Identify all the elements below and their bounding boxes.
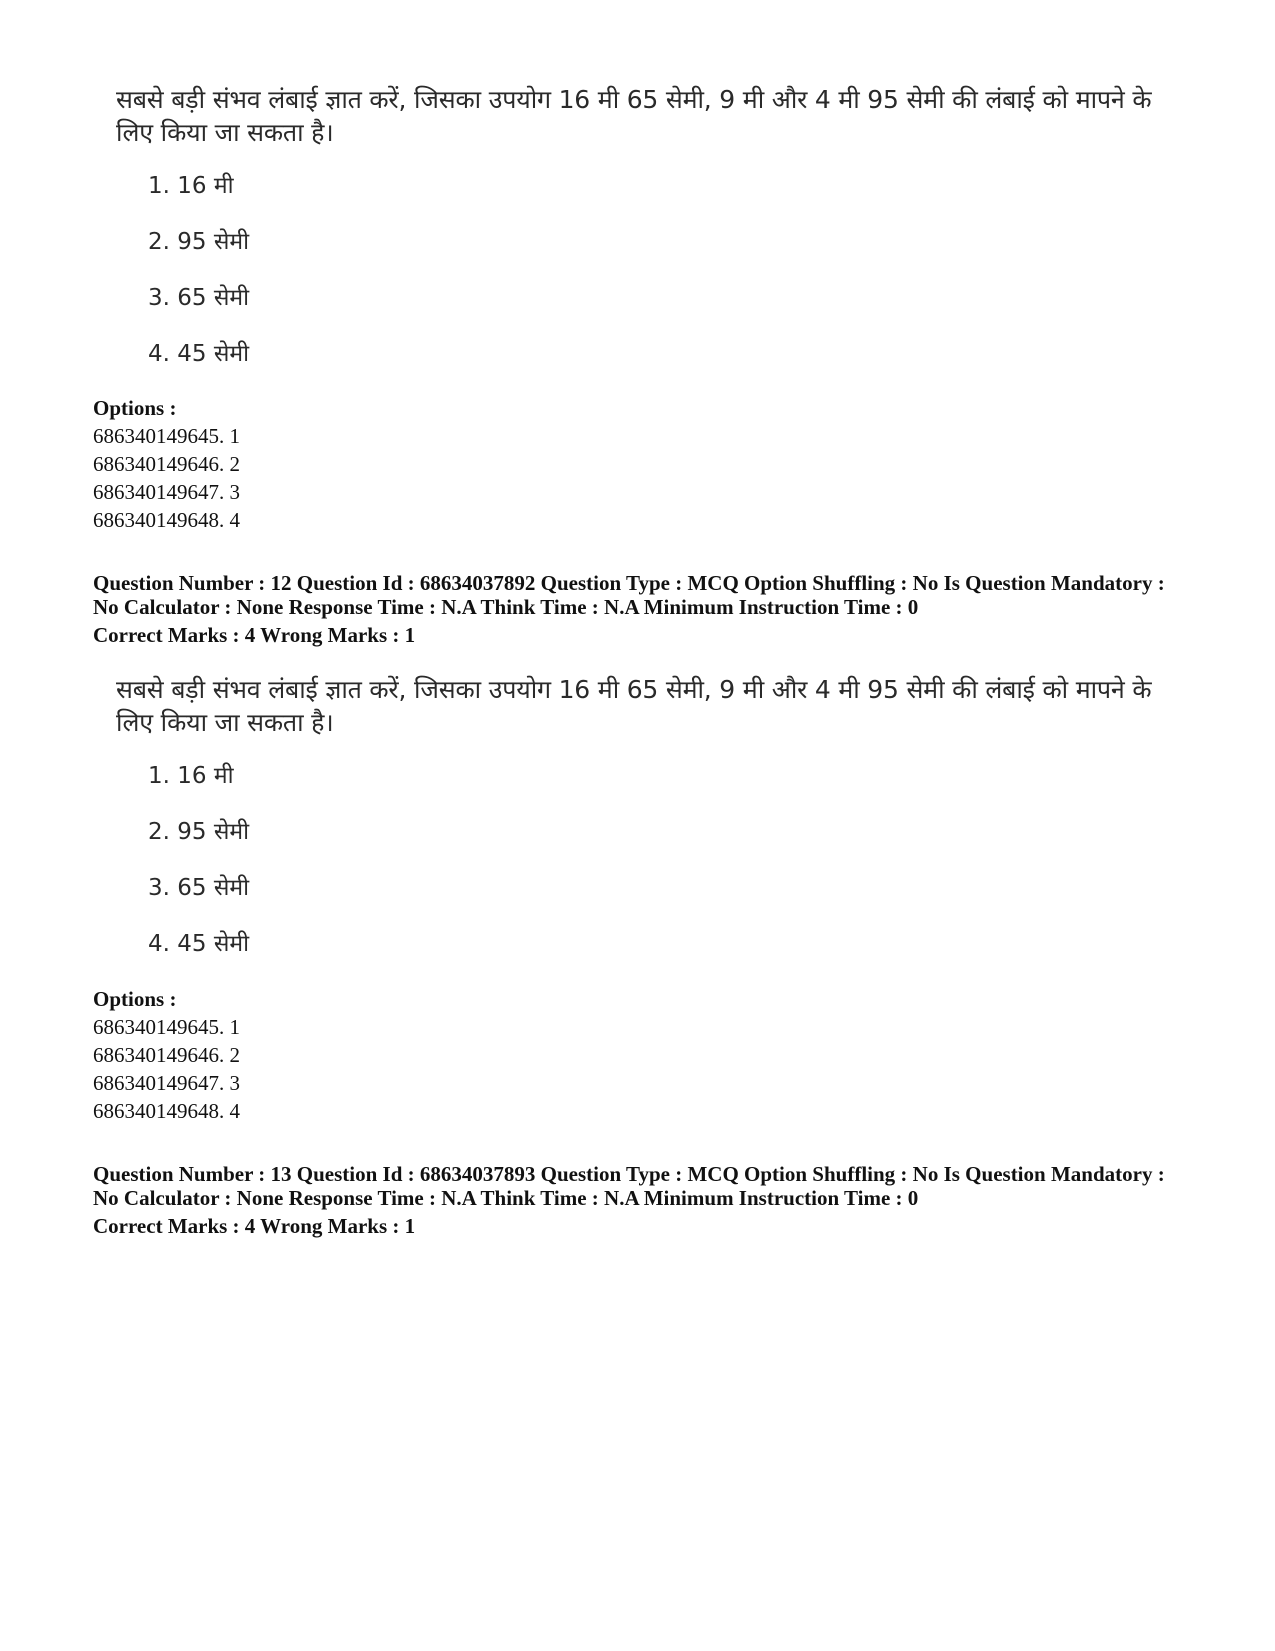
question-13-meta (93, 1162, 1203, 1210)
question-12-option-id-2: 686340149646. 2 (93, 1043, 240, 1067)
question-12-choice-4: 4. 45 सेमी (148, 931, 250, 957)
question-12-option-id-4: 686340149648. 4 (93, 1099, 240, 1123)
choice-2: 2. 95 सेमी (148, 229, 250, 255)
question-12-choice-1: 1. 16 मी (148, 763, 234, 789)
choice-4: 4. 45 सेमी (148, 341, 250, 367)
question-13-meta-line-1: Question Number : 13 Question Id : 68634037893 Question Type : MCQ Option Shuffling : No Is Question Mandatory : (93, 1162, 1165, 1186)
choice-1: 1. 16 मी (148, 173, 234, 199)
option-id-4: 686340149648. 4 (93, 508, 240, 532)
question-12-marks: Correct Marks : 4 Wrong Marks : 1 (93, 623, 416, 647)
choice-3: 3. 65 सेमी (148, 285, 250, 311)
option-id-3: 686340149647. 3 (93, 480, 240, 504)
question-12-text: सबसे बड़ी संभव लंबाई ज्ञात करें, जिसका उपयोग 16 मी 65 सेमी, 9 मी और 4 मी 95 सेमी की लंबाई को मापने के लिए किया जा सकता है। (116, 675, 1152, 737)
option-id-1: 686340149645. 1 (93, 424, 240, 448)
question-12-meta-line-1: Question Number : 12 Question Id : 68634037892 Question Type : MCQ Option Shuffling : No Is Question Mandatory : (93, 571, 1165, 595)
question-13-marks: Correct Marks : 4 Wrong Marks : 1 (93, 1214, 416, 1238)
options-label: Options : (93, 396, 177, 420)
question-13-meta-line-2: No Calculator : None Response Time : N.A Think Time : N.A Minimum Instruction Time : 0 (93, 1186, 919, 1210)
option-id-2: 686340149646. 2 (93, 452, 240, 476)
question-12-option-id-3: 686340149647. 3 (93, 1071, 240, 1095)
question-text: सबसे बड़ी संभव लंबाई ज्ञात करें, जिसका उपयोग 16 मी 65 सेमी, 9 मी और 4 मी 95 सेमी की लंबाई को मापने के लिए किया जा सकता है। (116, 85, 1152, 147)
question-12-option-id-1: 686340149645. 1 (93, 1015, 240, 1039)
question-12-meta (93, 571, 1203, 619)
question-12-options-label: Options : (93, 987, 177, 1011)
question-12-choice-3: 3. 65 सेमी (148, 875, 250, 901)
question-12-choice-2: 2. 95 सेमी (148, 819, 250, 845)
question-12-meta-line-2: No Calculator : None Response Time : N.A Think Time : N.A Minimum Instruction Time : 0 (93, 595, 919, 619)
